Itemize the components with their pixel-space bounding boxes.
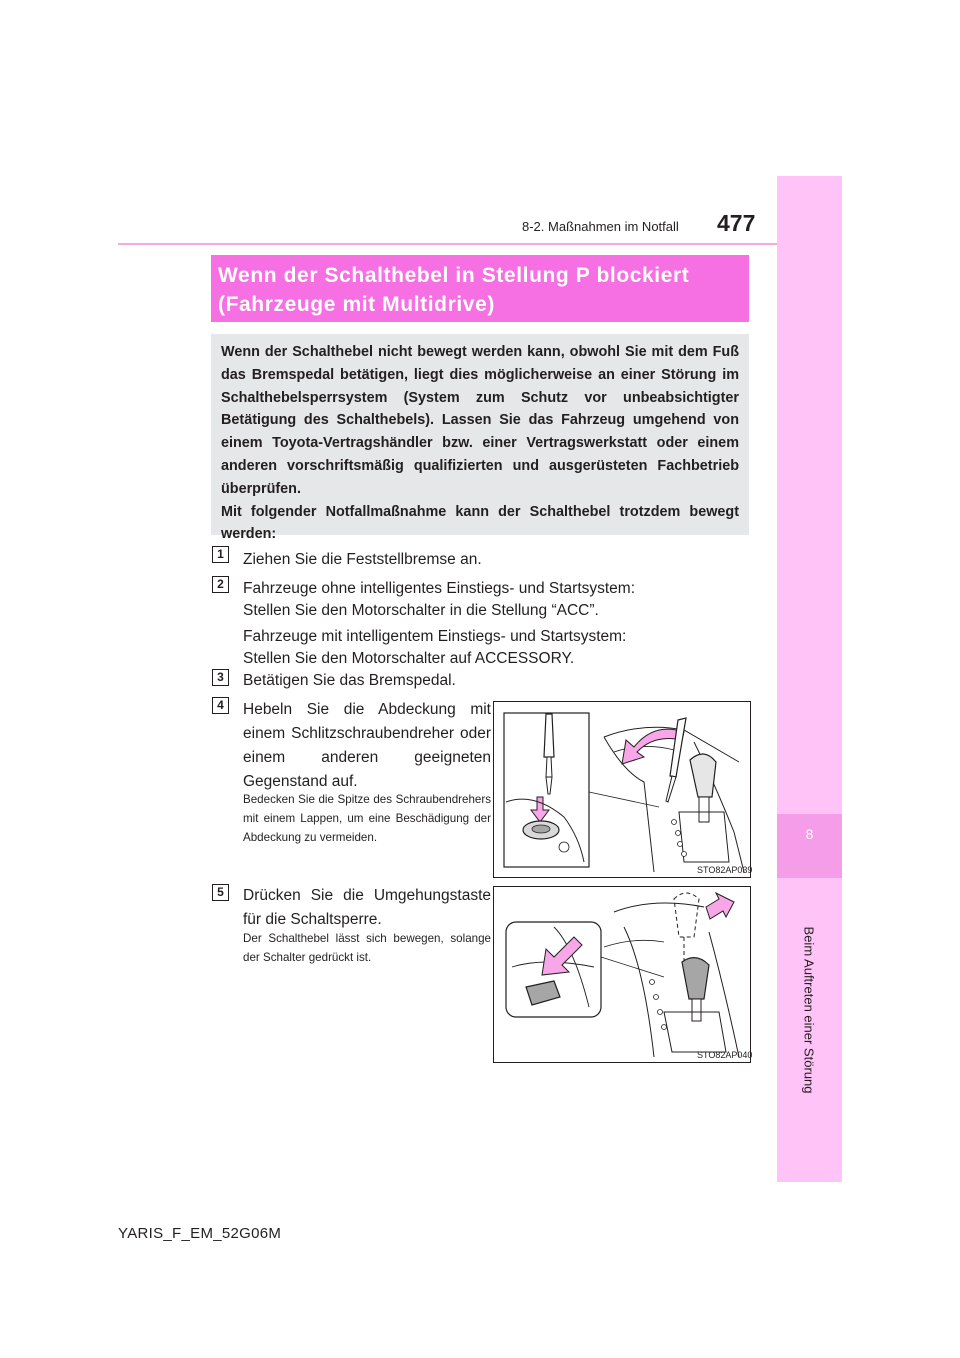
header-divider (118, 243, 842, 245)
screwdriver-icon (670, 718, 686, 777)
step-4-text: Hebeln Sie die Abdeckung mit einem Schlitzschraubendreher oder einem anderen geeigneten Gegenstand auf. (243, 701, 491, 790)
figure-id-1: STO82AP039 (697, 865, 753, 875)
lever-before-icon (674, 893, 699, 937)
step-number-3: 3 (212, 669, 229, 686)
figure-shift-lock-release (493, 886, 751, 1063)
document-code: YARIS_F_EM_52G06M (118, 1225, 282, 1242)
header-section-title: 8-2. Maßnahmen im Notfall (522, 219, 679, 234)
step-number-4: 4 (212, 697, 229, 714)
step-2-line-4: Stellen Sie den Motorschalter auf ACCESSORY. (243, 650, 575, 667)
chapter-number-tab (777, 814, 842, 878)
figure-id-2: STO82AP040 (697, 1050, 753, 1060)
step-2-line-1: Fahrzeuge ohne intelligentes Einstiegs- und Startsystem: (243, 580, 636, 597)
chapter-number: 8 (805, 826, 814, 842)
figure-cover-removal (493, 701, 751, 878)
step-2-line-3: Fahrzeuge mit intelligentem Einstiegs- und Startsystem: (243, 628, 627, 645)
shift-lever-icon (690, 754, 716, 797)
step-1-text: Ziehen Sie die Feststellbremse an. (243, 551, 482, 568)
step-number-2: 2 (212, 576, 229, 593)
shift-lock-illustration (494, 887, 753, 1062)
page-number: 477 (717, 210, 756, 236)
step-5-note: Der Schalthebel lässt sich bewegen, solange der Schalter gedrückt ist. (243, 932, 491, 964)
step-number-5: 5 (212, 884, 229, 901)
chapter-title: Beim Auftreten einer Störung (801, 926, 817, 1094)
intro-text (221, 341, 739, 546)
section-title-line-2: (Fahrzeuge mit Multidrive) (218, 293, 495, 316)
step-number-1: 1 (212, 546, 229, 563)
intro-paragraph-1: Wenn der Schalthebel nicht bewegt werden kann, obwohl Sie mit dem Fuß das Bremspedal betätigen, liegt dies möglicherweise an einer Störung im Schalthebelsperrsystem (System zum Schutz vor unbeabsichtigter Betätigung des Schalthebels). Lassen Sie das Fahrzeug umgehend von einem Toyota-Vertragshändler bzw. einer Vertragswerkstatt oder einem anderen vorschriftsmäßig qualifizierten und ausgerüsteten Fachbetrieb überprüfen. (221, 344, 739, 497)
step-2-text-b (243, 626, 723, 670)
cover-removal-illustration (494, 702, 753, 877)
step-3-text: Betätigen Sie das Bremspedal. (243, 672, 456, 689)
step-5-text: Drücken Sie die Umgehungstaste für die Schaltsperre. (243, 887, 491, 928)
shift-lever-icon (682, 958, 709, 999)
screwdriver-handle-icon (544, 714, 554, 757)
intro-paragraph-2: Mit folgender Notfallmaßnahme kann der Schalthebel trotzdem bewegt werden: (221, 503, 739, 543)
section-title-line-1: Wenn der Schalthebel in Stellung P blockiert (218, 264, 690, 287)
step-2-line-2: Stellen Sie den Motorschalter in die Stellung “ACC”. (243, 602, 599, 619)
section-title (218, 261, 746, 319)
step-4-note: Bedecken Sie die Spitze des Schraubendrehers mit einem Lappen, um eine Beschädigung der Abdeckung zu vermeiden. (243, 793, 491, 844)
step-2-text-a (243, 578, 723, 622)
move-arrow-icon (706, 893, 734, 919)
